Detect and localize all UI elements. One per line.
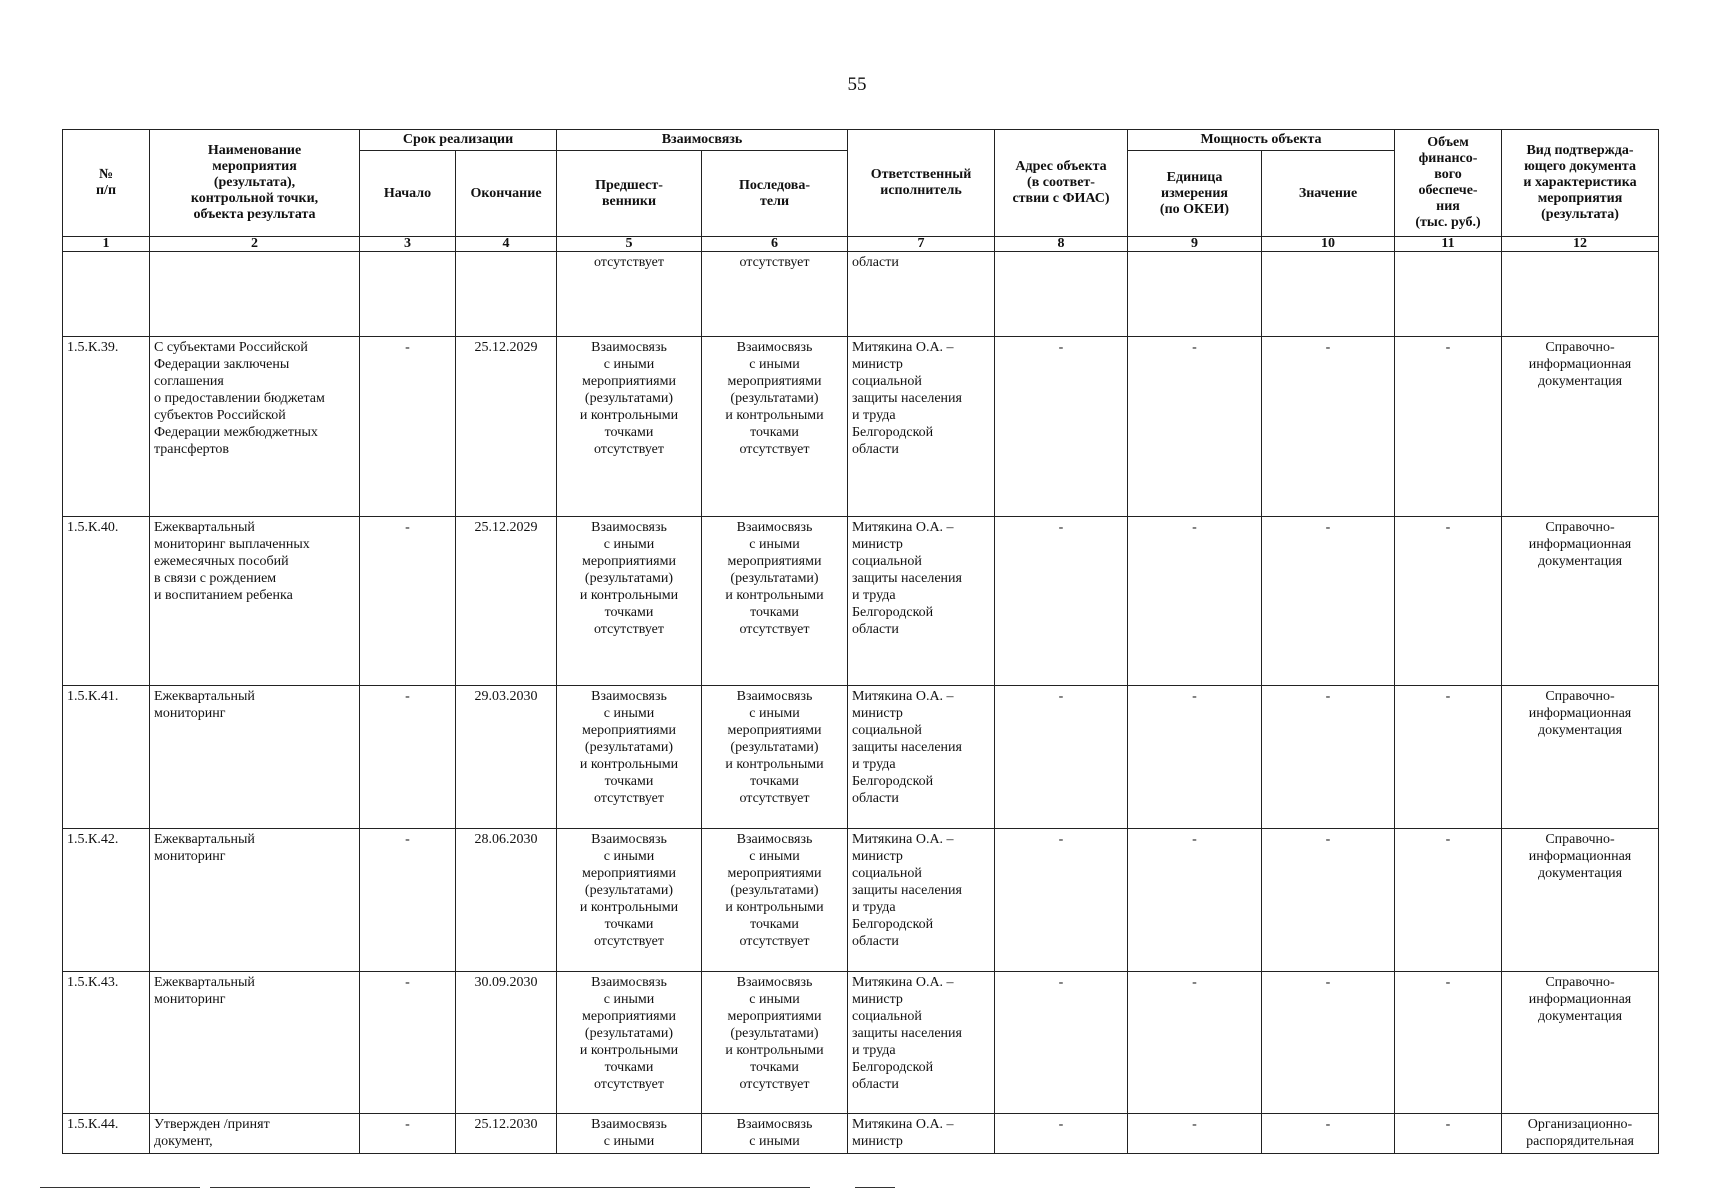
cell-end: 25.12.2030 [456, 1114, 557, 1154]
cell-address: - [995, 829, 1128, 972]
cell-predecessors: Взаимосвязь с иными мероприятиями (результатами) и контрольными точками отсутствует [557, 686, 702, 829]
cell-address: - [995, 972, 1128, 1114]
cell-unit: - [1128, 517, 1262, 686]
cell-name: С субъектами Российской Федерации заключены соглашения о предоставлении бюджетам субъектов Российской Федерации межбюджетных трансфертов [150, 337, 360, 517]
table-row [63, 1114, 1659, 1154]
cell-start: - [360, 517, 456, 686]
column-number: 10 [1262, 237, 1395, 252]
cell-name: Утвержден /принят документ, [150, 1114, 360, 1154]
cell-successors: Взаимосвязь с иными мероприятиями (результатами) и контрольными точками отсутствует [702, 829, 848, 972]
cell-start: - [360, 686, 456, 829]
cell-responsible: Митякина О.А. – министр социальной защиты населения и труда Белгородской области [848, 829, 995, 972]
cell-name: Ежеквартальный мониторинг [150, 686, 360, 829]
table-row [63, 337, 1659, 517]
cell-num: 1.5.К.42. [63, 829, 150, 972]
header-doc-type: Вид подтвержда- ющего документа и характеристика мероприятия (результата) [1502, 130, 1659, 237]
cell-start: - [360, 337, 456, 517]
cell-predecessors: отсутствует [557, 252, 702, 337]
cell-predecessors: Взаимосвязь с иными мероприятиями (результатами) и контрольными точками отсутствует [557, 337, 702, 517]
header-term-group: Срок реализации [360, 130, 557, 151]
header-value: Значение [1262, 151, 1395, 237]
cell-doc-type: Справочно- информационная документация [1502, 972, 1659, 1114]
plan-table [62, 129, 1659, 1154]
cell-predecessors: Взаимосвязь с иными мероприятиями (результатами) и контрольными точками отсутствует [557, 517, 702, 686]
cell-end: 28.06.2030 [456, 829, 557, 972]
cell-value: - [1262, 517, 1395, 686]
header-address: Адрес объекта (в соответ- ствии с ФИАС) [995, 130, 1128, 237]
cell-end: 29.03.2030 [456, 686, 557, 829]
cell-num: 1.5.К.43. [63, 972, 150, 1114]
column-number: 12 [1502, 237, 1659, 252]
header-successors: Последова- тели [702, 151, 848, 237]
cell-name: Ежеквартальный мониторинг [150, 829, 360, 972]
cell-doc-type: Организационно- распорядительная [1502, 1114, 1659, 1154]
cell-responsible: Митякина О.А. – министр социальной защиты населения и труда Белгородской области [848, 337, 995, 517]
cell-responsible: Митякина О.А. – министр социальной защиты населения и труда Белгородской области [848, 686, 995, 829]
header-relation-group: Взаимосвязь [557, 130, 848, 151]
cell-start: - [360, 829, 456, 972]
header-capacity-group: Мощность объекта [1128, 130, 1395, 151]
column-number: 8 [995, 237, 1128, 252]
cell-finance: - [1395, 337, 1502, 517]
cell-successors: Взаимосвязь с иными мероприятиями (результатами) и контрольными точками отсутствует [702, 517, 848, 686]
page-number: 55 [847, 74, 867, 95]
cell-responsible: Митякина О.А. – министр социальной защиты населения и труда Белгородской области [848, 517, 995, 686]
cell-doc-type: Справочно- информационная документация [1502, 517, 1659, 686]
table-row [63, 517, 1659, 686]
cell-value: - [1262, 1114, 1395, 1154]
column-numbers-row [63, 237, 1659, 252]
column-number: 2 [150, 237, 360, 252]
cell-start: - [360, 972, 456, 1114]
cell-name: Ежеквартальный мониторинг выплаченных ежемесячных пособий в связи с рождением и воспитанием ребенка [150, 517, 360, 686]
table-row [63, 829, 1659, 972]
cell-address: - [995, 337, 1128, 517]
cell-address: - [995, 517, 1128, 686]
cell-value: - [1262, 686, 1395, 829]
continuation-row [63, 252, 1659, 337]
column-number: 6 [702, 237, 848, 252]
header-predecessors: Предшест- венники [557, 151, 702, 237]
cell-num: 1.5.К.39. [63, 337, 150, 517]
cell-unit: - [1128, 829, 1262, 972]
cell-num: 1.5.К.41. [63, 686, 150, 829]
column-number: 1 [63, 237, 150, 252]
cell-successors: Взаимосвязь с иными мероприятиями (результатами) и контрольными точками отсутствует [702, 686, 848, 829]
cell-end: 25.12.2029 [456, 517, 557, 686]
column-number: 5 [557, 237, 702, 252]
column-number: 7 [848, 237, 995, 252]
header-name: Наименование мероприятия (результата), контрольной точки, объекта результата [150, 130, 360, 237]
header-end: Окончание [456, 151, 557, 237]
table-row [63, 686, 1659, 829]
cell-unit: - [1128, 337, 1262, 517]
cell-unit: - [1128, 972, 1262, 1114]
cell-num: 1.5.К.44. [63, 1114, 150, 1154]
cell-start: - [360, 1114, 456, 1154]
cell-responsible: Митякина О.А. – министр социальной защиты населения и труда Белгородской области [848, 972, 995, 1114]
cell-predecessors: Взаимосвязь с иными [557, 1114, 702, 1154]
cell-doc-type: Справочно- информационная документация [1502, 686, 1659, 829]
cell-num: 1.5.К.40. [63, 517, 150, 686]
header-finance: Объем финансо- вого обеспече- ния (тыс. руб.) [1395, 130, 1502, 237]
cell-finance: - [1395, 517, 1502, 686]
cell-address: - [995, 1114, 1128, 1154]
cell-name: Ежеквартальный мониторинг [150, 972, 360, 1114]
footer-rule [855, 1187, 895, 1188]
cell-end: 30.09.2030 [456, 972, 557, 1114]
cell-finance: - [1395, 829, 1502, 972]
cell-doc-type: Справочно- информационная документация [1502, 337, 1659, 517]
header-row [63, 130, 1659, 151]
cell-successors: Взаимосвязь с иными [702, 1114, 848, 1154]
cell-address: - [995, 686, 1128, 829]
column-number: 4 [456, 237, 557, 252]
cell-value: - [1262, 972, 1395, 1114]
table-row [63, 972, 1659, 1114]
cell-successors: Взаимосвязь с иными мероприятиями (результатами) и контрольными точками отсутствует [702, 337, 848, 517]
header-num: № п/п [63, 130, 150, 237]
header-responsible: Ответственный исполнитель [848, 130, 995, 237]
column-number: 11 [1395, 237, 1502, 252]
cell-finance: - [1395, 1114, 1502, 1154]
cell-predecessors: Взаимосвязь с иными мероприятиями (результатами) и контрольными точками отсутствует [557, 829, 702, 972]
footer-rule [40, 1187, 200, 1188]
cell-end: 25.12.2029 [456, 337, 557, 517]
cell-value: - [1262, 337, 1395, 517]
cell-successors: Взаимосвязь с иными мероприятиями (результатами) и контрольными точками отсутствует [702, 972, 848, 1114]
cell-doc-type: Справочно- информационная документация [1502, 829, 1659, 972]
column-number: 3 [360, 237, 456, 252]
cell-responsible: области [848, 252, 995, 337]
header-unit: Единица измерения (по ОКЕИ) [1128, 151, 1262, 237]
cell-predecessors: Взаимосвязь с иными мероприятиями (результатами) и контрольными точками отсутствует [557, 972, 702, 1114]
header-start: Начало [360, 151, 456, 237]
cell-responsible: Митякина О.А. – министр [848, 1114, 995, 1154]
cell-successors: отсутствует [702, 252, 848, 337]
cell-finance: - [1395, 972, 1502, 1114]
cell-finance: - [1395, 686, 1502, 829]
footer-rule [210, 1187, 810, 1188]
cell-value: - [1262, 829, 1395, 972]
column-number: 9 [1128, 237, 1262, 252]
cell-unit: - [1128, 686, 1262, 829]
cell-unit: - [1128, 1114, 1262, 1154]
